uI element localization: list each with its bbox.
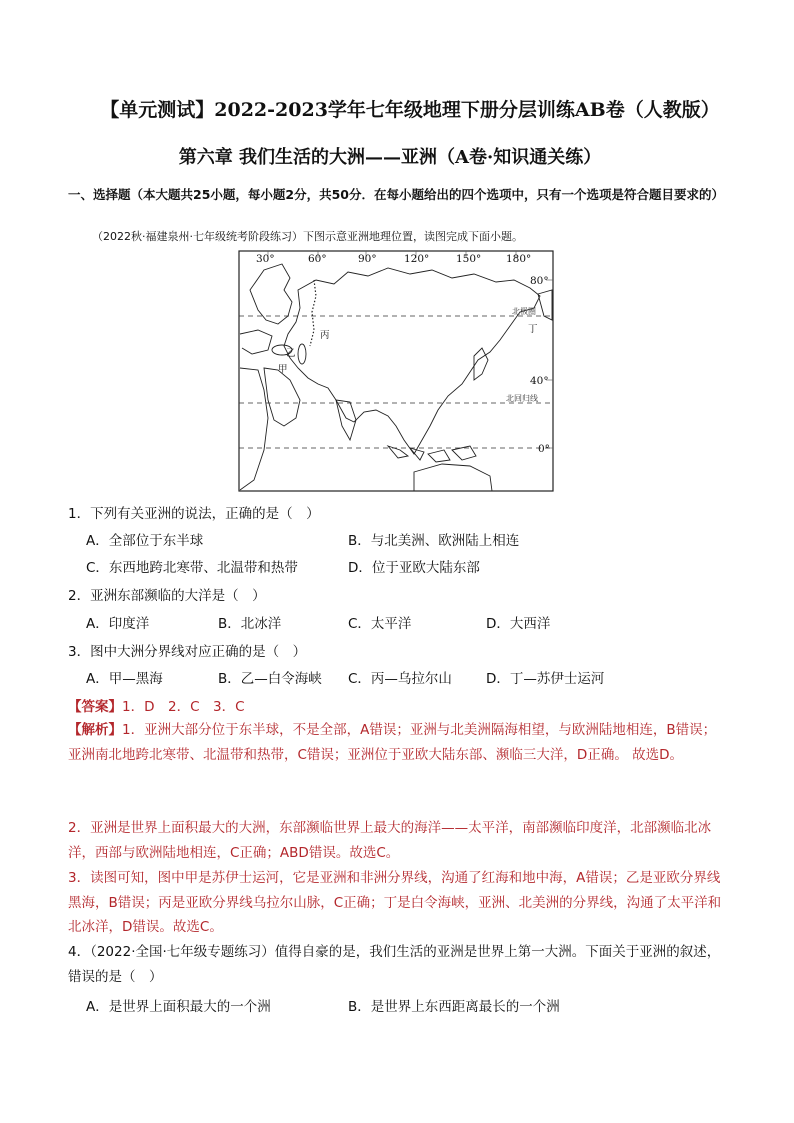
question-1-option-b: B．与北美洲、欧洲陆上相连	[348, 533, 520, 549]
lon-label: 150°	[456, 253, 482, 265]
question-3-stem: 3．图中大洲分界线对应正确的是（ ）	[68, 644, 307, 660]
answer-text: 1．D 2．C 3．C	[122, 699, 245, 715]
question-2-option-c: C．太平洋	[348, 616, 412, 632]
lat-label: 0°	[538, 443, 550, 455]
question-3-option-b: B．乙—白令海峡	[218, 671, 322, 687]
question-1-option-d: D．位于亚欧大陆东部	[348, 560, 480, 576]
chapter-subtitle: 第六章 我们生活的大洲——亚洲（A卷·知识通关练）	[178, 147, 602, 168]
place-label-bing: 丙	[320, 330, 330, 341]
question-1-option-c: C．东西地跨北寒带、北温带和热带	[86, 560, 298, 576]
lon-label: 30°	[256, 253, 275, 265]
question-4-stem: 4．（2022·全国·七年级专题练习）值得自豪的是，我们生活的亚洲是世界上第一大洲。下面关于亚洲的叙述，错误的是（ ）	[68, 944, 721, 985]
analysis-text-1: 1．亚洲大部分位于东半球，不是全部，A错误；亚洲与北美洲隔海相望，与欧洲陆地相连，B错误；亚洲南北地跨北寒带、北温带和热带，C错误；亚洲位于亚欧大陆东部、濒临三大洋，D正确。 故选D。	[68, 722, 717, 763]
answer-line	[68, 695, 245, 715]
analysis-paragraph-3: 3．读图可知，图中甲是苏伊士运河，它是亚洲和非洲分界线，沟通了红海和地中海，A错误；乙是亚欧分界线黑海，B错误；丙是亚欧分界线乌拉尔山脉，C正确；丁是白令海峡，亚洲、北美洲的分界线，沟通了太平洋和北冰洋，D错误。故选C。	[68, 870, 722, 935]
answer-label: 【答案】	[68, 699, 122, 715]
question-4-option-a: A．是世界上面积最大的一个洲	[86, 999, 271, 1015]
lon-label: 180°	[506, 253, 532, 265]
lon-label: 90°	[358, 253, 377, 265]
question-4-option-b: B．是世界上东西距离最长的一个洲	[348, 999, 560, 1015]
question-1-stem: 1．下列有关亚洲的说法，正确的是（ ）	[68, 506, 320, 522]
analysis-label: 【解析】	[68, 722, 122, 738]
lon-label: 60°	[308, 253, 327, 265]
analysis-paragraph-2: 2．亚洲是世界上面积最大的大洲，东部濒临世界上最大的海洋——太平洋，南部濒临印度洋，北部濒临北冰洋，西部与欧洲陆地相连，C正确；ABD错误。故选C。	[68, 820, 712, 861]
question-3-option-a: A．甲—黑海	[86, 671, 163, 687]
lat-label: 80°	[530, 275, 549, 287]
asia-location-map	[238, 250, 554, 492]
lon-label: 120°	[404, 253, 430, 265]
section-heading: 一、选择题（本大题共25小题，每小题2分，共50分．在每小题给出的四个选项中，只有一个选项是符合题目要求的）	[68, 187, 724, 202]
question-2-stem: 2．亚洲东部濒临的大洋是（ ）	[68, 588, 266, 604]
analysis-paragraph-1	[68, 718, 728, 767]
lat-label: 40°	[530, 375, 549, 387]
source-note: （2022秋·福建泉州·七年级统考阶段练习）下图示意亚洲地理位置，读图完成下面小题。	[92, 230, 523, 243]
question-3-option-d: D．丁—苏伊士运河	[486, 671, 605, 687]
arctic-circle-label: 北极圈	[512, 307, 536, 316]
place-label-ding: 丁	[528, 324, 538, 335]
question-2-option-d: D．大西洋	[486, 616, 551, 632]
question-3-option-c: C．丙—乌拉尔山	[348, 671, 452, 687]
document-title: 【单元测试】2022-2023学年七年级地理下册分层训练AB卷（人教版）	[100, 99, 720, 121]
place-label-yi: 乙	[286, 348, 296, 359]
question-1-option-a: A．全部位于东半球	[86, 533, 204, 549]
question-2-option-a: A．印度洋	[86, 616, 150, 632]
place-label-jia: 甲	[278, 364, 288, 375]
question-2-option-b: B．北冰洋	[218, 616, 282, 632]
tropic-label: 北回归线	[506, 394, 538, 403]
